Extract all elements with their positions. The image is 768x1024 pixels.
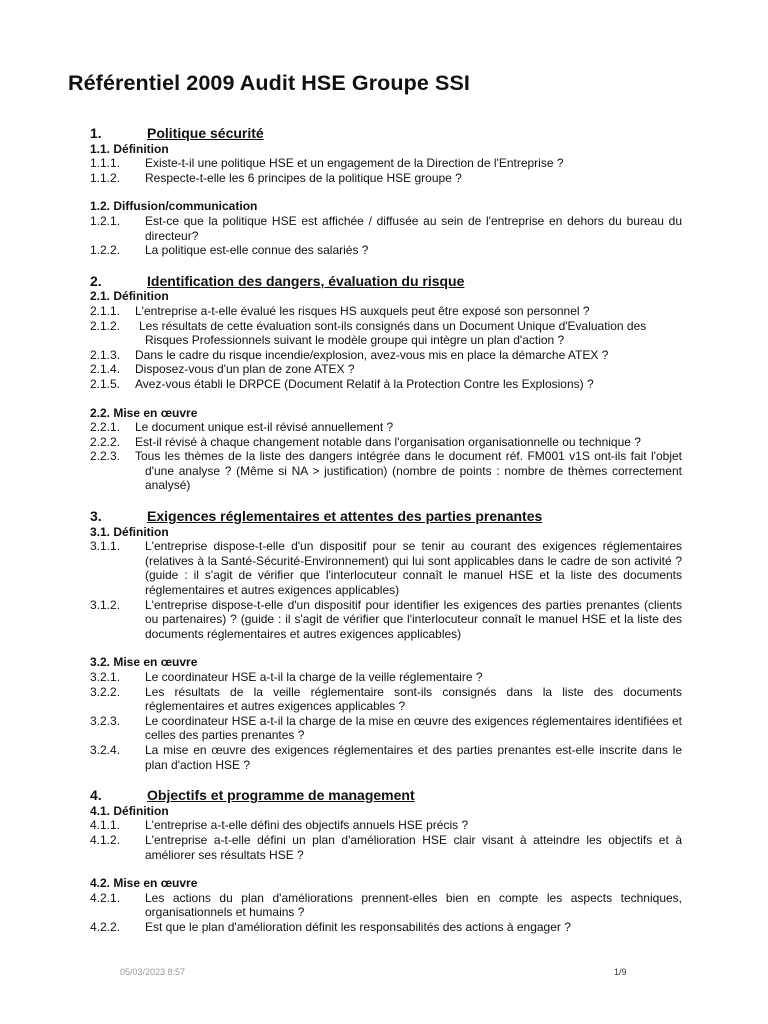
section-4 [90, 788, 682, 934]
section-heading [90, 788, 682, 803]
item-number: 1.2.1. [90, 213, 121, 228]
subsection-heading: 3.2. Mise en œuvre [90, 655, 198, 670]
page-title: Référentiel 2009 Audit HSE Groupe SSI [68, 71, 470, 95]
section-number: 1. [90, 125, 102, 141]
section-title: Politique sécurité [147, 125, 264, 141]
subsection-heading: 2.1. Définition [90, 289, 169, 304]
item-number: 4.2.1. [90, 890, 121, 905]
list-item [90, 214, 682, 243]
item-text: Est-il révisé à chaque changement notable dans l'organisation organisationnelle ou technique ? [135, 434, 641, 449]
section-number: 4. [90, 787, 102, 804]
item-text: Est que le plan d'amélioration définit les responsabilités des actions à engager ? [145, 919, 571, 934]
item-number: 4.1.2. [90, 832, 121, 847]
list-item [90, 818, 682, 833]
item-number: 3.2.4. [90, 742, 121, 757]
item-text: Les actions du plan d'améliorations prennent-elles bien en compte les aspects techniques, organisationnels et humains ? [145, 890, 682, 920]
item-text: L'entreprise a-t-elle évalué les risques HS auxquels peut être exposé son personnel ? [135, 303, 590, 318]
subsection-heading: 4.2. Mise en œuvre [90, 876, 198, 891]
item-text: La mise en œuvre des exigences réglementaires et des parties prenantes est-elle inscrite dans le plan d'action HSE ? [145, 742, 682, 772]
section-title: Objectifs et programme de management [147, 787, 415, 804]
item-number: 2.2.3. [90, 449, 121, 464]
item-text: Avez-vous établi le DRPCE (Document Relatif à la Protection Contre les Explosions) ? [135, 376, 594, 391]
item-number: 4.2.2. [90, 919, 121, 934]
list-item [90, 304, 682, 319]
item-number: 2.2.1. [90, 420, 121, 435]
section-heading [90, 274, 682, 289]
page-number: 1/9 [614, 967, 627, 977]
list-item [90, 156, 682, 171]
list-item [90, 171, 682, 186]
section-2 [90, 274, 682, 493]
list-item [90, 920, 682, 935]
item-number: 3.1.1. [90, 539, 121, 554]
item-text: Le coordinateur HSE a-t-il la charge de la veille réglementaire ? [145, 670, 483, 684]
item-number: 2.1.1. [90, 303, 121, 318]
item-number: 2.1.5. [90, 376, 121, 391]
item-text: Respecte-t-elle les 6 principes de la politique HSE groupe ? [145, 170, 462, 185]
item-number: 1.1.2. [90, 170, 121, 185]
item-text: L'entreprise dispose-t-elle d'un dispositif pour se tenir au courant des exigences réglementaires (relatives à la Santé-Sécurité-Environnement) qui lui sont applicables dans le cadre de son activité ? (guide : il s'agit de vérifier que l'interlocuteur connaît le manuel HSE et la liste des documents réglementaires et autres exigences applicables) [145, 539, 682, 598]
item-text: Dans le cadre du risque incendie/explosion, avez-vous mis en place la démarche ATEX ? [135, 347, 609, 362]
section-heading [90, 126, 682, 141]
item-number: 2.2.2. [90, 434, 121, 449]
list-item [90, 670, 682, 685]
list-item [90, 833, 682, 862]
list-item [90, 743, 682, 772]
item-number: 4.1.1. [90, 818, 121, 833]
list-item [90, 449, 682, 493]
section-title: Exigences réglementaires et attentes des parties prenantes [147, 508, 543, 525]
section-1 [90, 126, 682, 258]
item-text: Existe-t-il une politique HSE et un engagement de la Direction de l'Entreprise ? [145, 156, 564, 171]
item-text: Le document unique est-il révisé annuellement ? [135, 420, 394, 435]
list-item [90, 377, 682, 392]
section-number: 3. [90, 508, 102, 525]
item-text: Les résultats de cette évaluation sont-ils consignés dans un Document Unique d'Evaluation des Risques Professionnels suivant le modèle groupe qui intègre un plan d'action ? [139, 318, 647, 348]
item-number: 2.1.2. [90, 318, 121, 333]
list-item [90, 435, 682, 450]
footer-date: 05/03/2023 8:57 [120, 967, 186, 977]
list-item [90, 319, 682, 348]
item-number: 3.1.2. [90, 597, 121, 612]
item-text: Tous les thèmes de la liste des dangers intégrée dans le document réf. FM001 v1S ont-ils fait l'objet d'une analyse ? (Même si NA > justification) (nombre de points : nombre de thèmes correctement analysé) [135, 449, 682, 493]
item-number: 1.1.1. [90, 156, 121, 171]
item-text: Disposez-vous d'un plan de zone ATEX ? [135, 362, 355, 377]
section-3 [90, 509, 682, 772]
list-item [90, 362, 682, 377]
item-text: L'entreprise a-t-elle défini un plan d'amélioration HSE clair visant à atteindre les objectifs et à améliorer ses résultats HSE ? [145, 832, 682, 862]
item-number: 2.1.4. [90, 362, 121, 377]
item-text: La politique est-elle connue des salariés ? [145, 243, 369, 258]
list-item [90, 714, 682, 743]
subsection-heading: 1.2. Diffusion/communication [90, 199, 258, 214]
item-number: 3.2.2. [90, 684, 121, 699]
item-text: Est-ce que la politique HSE est affichée / diffusée au sein de l'entreprise en dehors du bureau du directeur? [145, 213, 682, 243]
list-item [90, 598, 682, 642]
item-text: Les résultats de la veille réglementaire sont-ils consignés dans la liste des documents réglementaires et autres exigences applicables ? [145, 684, 682, 714]
section-number: 2. [90, 272, 102, 289]
subsection-heading: 4.1. Définition [90, 803, 169, 818]
list-item [90, 539, 682, 597]
subsection-heading: 3.1. Définition [90, 524, 169, 539]
section-heading [90, 509, 682, 524]
list-item [90, 243, 682, 258]
item-text: Le coordinateur HSE a-t-il la charge de la mise en œuvre des exigences réglementaires identifiées et celles des parties prenantes ? [145, 713, 682, 743]
document-body [90, 126, 682, 935]
list-item [90, 891, 682, 920]
section-title: Identification des dangers, évaluation du risque [147, 272, 465, 289]
list-item [90, 420, 682, 435]
subsection-heading: 2.2. Mise en œuvre [90, 405, 198, 420]
item-number: 1.2.2. [90, 243, 121, 258]
item-number: 3.2.3. [90, 713, 121, 728]
subsection-heading: 1.1. Définition [90, 141, 169, 156]
item-number: 2.1.3. [90, 347, 121, 362]
list-item [90, 348, 682, 363]
item-number: 3.2.1. [90, 670, 121, 684]
item-text: L'entreprise dispose-t-elle d'un dispositif pour identifier les exigences des parties prenantes (clients ou partenaires) ? (guide : il s'agit de vérifier que l'interlocuteur connaît le manuel HSE et la liste des documents réglementaires et autres exigences applicables) [145, 597, 682, 641]
item-text: L'entreprise a-t-elle défini des objectifs annuels HSE précis ? [145, 818, 469, 833]
list-item [90, 685, 682, 714]
